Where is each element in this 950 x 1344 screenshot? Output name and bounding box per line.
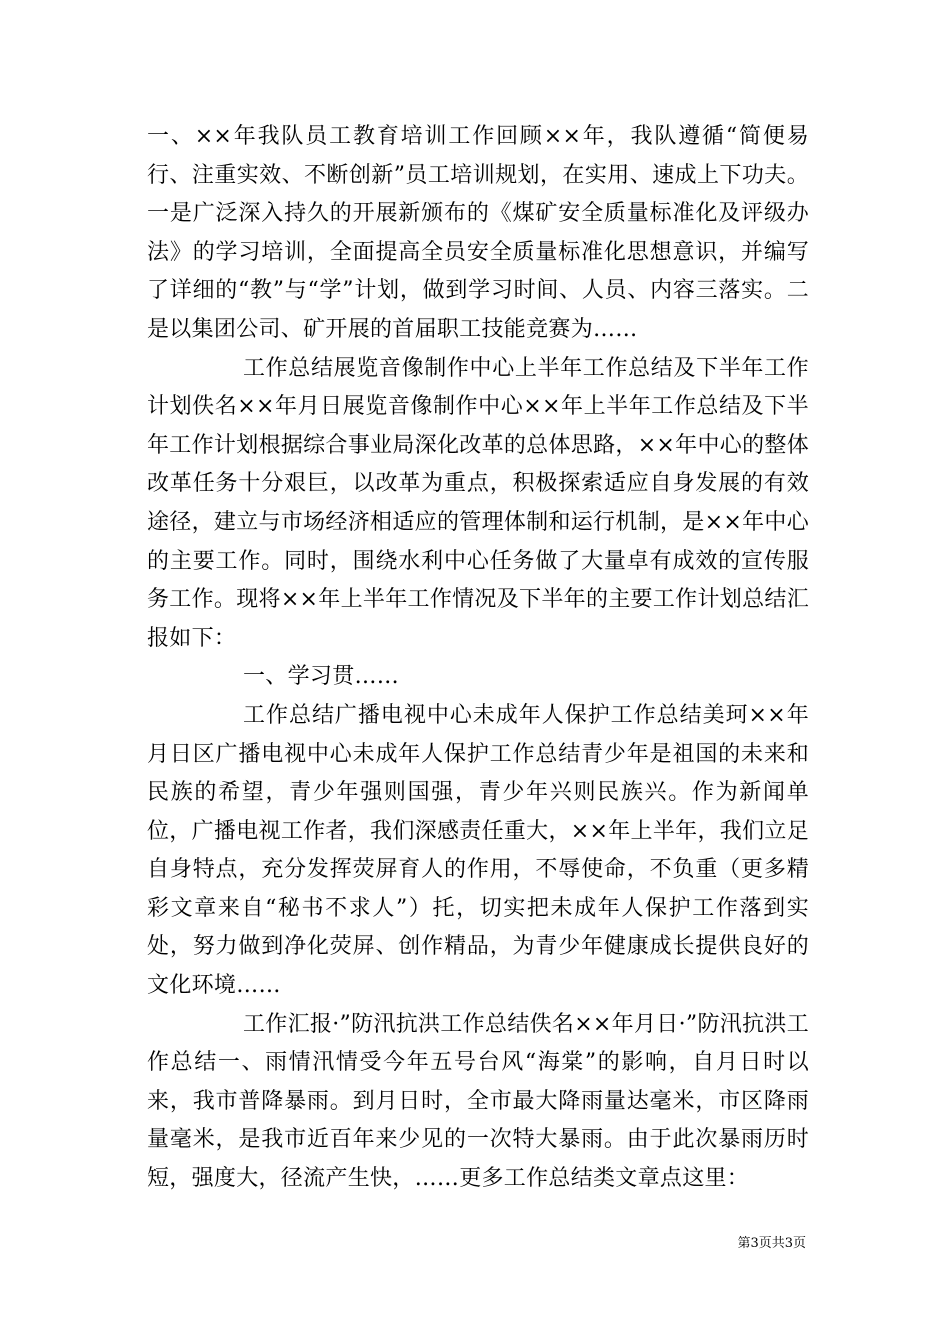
paragraph-flood-control-summary: 工作汇报·”防汛抗洪工作总结佚名××年月日·”防汛抗洪工作总结一、雨情汛情受今年五号台风“海棠”的影响，自月日时以来，我市普降暴雨。到月日时，全市最大降雨量达毫米，市区降雨量毫米，是我市近百年来少见的一次特大暴雨。由于此次暴雨历时短，强度大，径流产生快，……更多工作总结类文章点这里： <box>147 1011 809 1192</box>
page-number-footer: 第3页共3页 <box>737 1236 806 1251</box>
paragraph-media-center-summary: 工作总结展览音像制作中心上半年工作总结及下半年工作计划佚名××年月日展览音像制作中心××年上半年工作总结及下半年工作计划根据综合事业局深化改革的总体思路，××年中心的整体改革任务十分艰巨，以改革为重点，积极探索适应自身发展的有效途径，建立与市场经济相适应的管理体制和运行机制，是××年中心的主要工作。同时，围绕水利中心任务做了大量卓有成效的宣传服务工作。现将××年上半年工作情况及下半年的主要工作计划总结汇报如下： <box>147 355 809 651</box>
paragraph-study-heading: 一、学习贯…… <box>243 664 400 690</box>
paragraph-broadcast-center-summary: 工作总结广播电视中心未成年人保护工作总结美珂××年月日区广播电视中心未成年人保护工作总结青少年是祖国的未来和民族的希望，青少年强则国强，青少年兴则民族兴。作为新闻单位，广播电视工作者，我们深感责任重大，××年上半年，我们立足自身特点，充分发挥荧屏育人的作用，不辱使命，不负重（更多精彩文章来自“秘书不求人”）托，切实把未成年人保护工作落到实处，努力做到净化荧屏、创作精品，为青少年健康成长提供良好的文化环境…… <box>147 702 809 999</box>
paragraph-training-review: 一、××年我队员工教育培训工作回顾××年，我队遵循“简便易行、注重实效、不断创新”员工培训规划，在实用、速成上下功夫。一是广泛深入持久的开展新颁布的《煤矿安全质量标准化及评级办法》的学习培训，全面提高全员安全质量标准化思想意识，并编写了详细的“教”与“学”计划，做到学习时间、人员、内容三落实。二是以集团公司、矿开展的首届职工技能竞赛为…… <box>147 124 809 342</box>
document-body <box>147 118 809 1199</box>
